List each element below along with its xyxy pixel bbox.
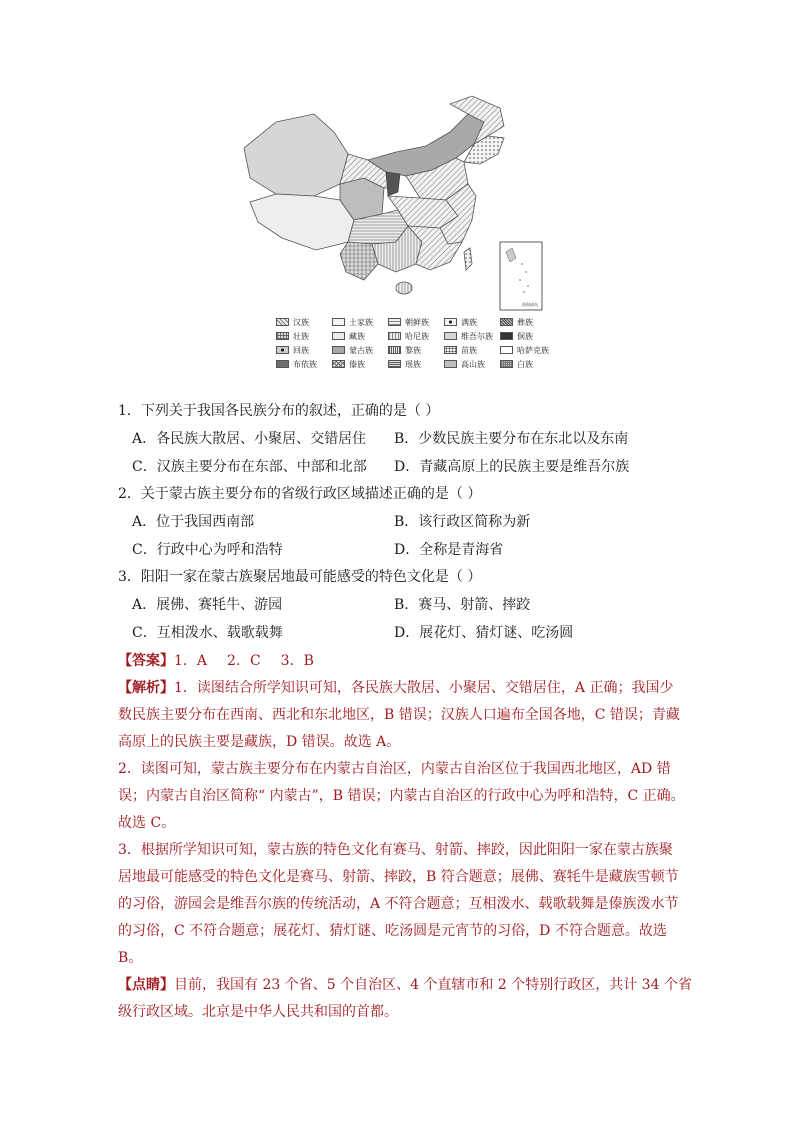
legend-label: 朝鲜族 — [405, 317, 429, 327]
ethnic-distribution-map — [236, 92, 554, 374]
legend-item — [276, 316, 332, 328]
legend-label: 布依族 — [293, 359, 317, 369]
question-1-stem: 1．下列关于我国各民族分布的叙述，正确的是（ ） — [118, 403, 440, 419]
answer-line — [118, 647, 686, 675]
analysis-line-2: 数民族主要分布在西南、西北和东北地区，B 错误；汉族人口遍布全国各地，C 错误；青藏 — [118, 707, 680, 723]
legend-item — [444, 316, 500, 328]
analysis-line-3: 高原上的民族主要是藏族，D 错误。故选 A。 — [118, 734, 401, 750]
legend-label: 高山族 — [461, 359, 485, 369]
region-xinjiang — [244, 114, 348, 196]
question-2-option-b: B．该行政区简称为新 — [394, 514, 531, 530]
question-1-option-a: A．各民族大散居、小聚居、交错居住 — [132, 431, 367, 447]
question-2-option-d: D．全称是青海省 — [394, 542, 504, 558]
legend-swatch — [500, 332, 513, 340]
analysis-line-5: 误；内蒙古自治区简称“ 内蒙古”，B 错误；内蒙古自治区的行政中心为呼和浩特，C 正确。 — [118, 788, 685, 804]
analysis-label: 【解析】 — [118, 680, 174, 696]
legend-item — [500, 316, 556, 328]
legend-swatch — [276, 360, 289, 368]
legend-item — [500, 358, 556, 370]
inset-label: 南海诸岛 — [522, 302, 538, 307]
legend-label: 满族 — [461, 317, 477, 327]
legend-item — [500, 344, 556, 356]
legend-swatch — [388, 332, 401, 340]
legend-item — [276, 344, 332, 356]
legend-item — [444, 330, 500, 342]
analysis-line-4: 2．读图可知，蒙古族主要分布在内蒙古自治区，内蒙古自治区位于我国西北地区，AD 错 — [118, 761, 671, 777]
legend-swatch — [276, 318, 289, 326]
question-3-option-c: C．互相泼水、载歌载舞 — [132, 625, 283, 641]
legend-swatch — [444, 360, 457, 368]
analysis-line-11: B。 — [118, 950, 143, 966]
legend-swatch — [276, 332, 289, 340]
legend-label: 彝族 — [517, 317, 533, 327]
question-content — [118, 398, 692, 1026]
question-2-options-row-1 — [118, 508, 686, 536]
legend-label: 壮族 — [293, 331, 309, 341]
legend-swatch — [500, 360, 513, 368]
legend-label: 回族 — [293, 345, 309, 355]
question-2-options-row-2 — [118, 536, 686, 564]
question-1-option-d: D．青藏高原上的民族主要是维吾尔族 — [394, 459, 630, 475]
legend-label: 汉族 — [293, 317, 309, 327]
region-yunnan — [340, 242, 378, 280]
question-1-option-b: B．少数民族主要分布在东北以及东南 — [394, 431, 629, 447]
analysis-line-7: 3．根据所学知识可知，蒙古族的特色文化有赛马、射箭、摔跤，因此阳阳一家在蒙古族聚 — [118, 842, 673, 858]
question-3-stem: 3．阳阳一家在蒙古族聚居地最可能感受的特色文化是（ ） — [118, 569, 482, 585]
legend-item — [388, 344, 444, 356]
legend-swatch — [500, 346, 513, 354]
question-3-options-row-1 — [118, 591, 686, 619]
region-tibet — [250, 194, 354, 250]
legend-label: 土家族 — [349, 317, 373, 327]
region-hainan — [396, 282, 412, 294]
legend-swatch — [388, 346, 401, 354]
question-2-option-c: C．行政中心为呼和浩特 — [132, 542, 283, 558]
legend-label: 蒙古族 — [349, 345, 373, 355]
legend-swatch — [332, 360, 345, 368]
legend-item — [444, 344, 500, 356]
analysis-line-1: 1．读图结合所学知识可知，各民族大散居、小聚居、交错居住，A 正确；我国少 — [174, 680, 674, 696]
legend-label: 维吾尔族 — [461, 331, 493, 341]
legend-swatch — [332, 346, 345, 354]
legend-item — [444, 358, 500, 370]
region-taiwan — [464, 248, 472, 270]
question-1-option-c: C．汉族主要分布在东部、中部和北部 — [132, 459, 367, 475]
legend-swatch — [276, 346, 289, 354]
legend-item — [276, 358, 332, 370]
legend-swatch — [388, 318, 401, 326]
analysis-line-9: 的习俗，游园会是维吾尔族的传统活动，A 不符合题意；互相泼水、载歌载舞是傣族泼水节 — [118, 896, 679, 912]
analysis-block — [118, 675, 686, 972]
question-3-option-b: B．赛马、射箭、摔跤 — [394, 597, 531, 613]
legend-swatch — [388, 360, 401, 368]
analysis-line-8: 居地最可能感受的特色文化是赛马、射箭、摔跤，B 符合题意；展佛、赛牦牛是藏族雪顿节 — [118, 869, 679, 885]
question-3-option-a: A．展佛、赛牦牛、游园 — [132, 597, 283, 613]
analysis-line-10: 的习俗，C 不符合题意；展花灯、猜灯谜、吃汤圆是元宵节的习俗，D 不符合题意。故选 — [118, 923, 667, 939]
tip-label: 【点睛】 — [118, 977, 174, 993]
answer-label: 【答案】 — [118, 653, 174, 669]
tip-line-2: 级行政区域。北京是中华人民共和国的首都。 — [118, 1004, 398, 1020]
legend-label: 哈尼族 — [405, 331, 429, 341]
legend-swatch — [444, 332, 457, 340]
answer-2: 2．C — [227, 653, 261, 669]
question-2-stem: 2．关于蒙古族主要分布的省级行政区域描述正确的是（ ） — [118, 486, 482, 502]
legend-label: 瑶族 — [405, 359, 421, 369]
legend-label: 傣族 — [349, 359, 365, 369]
region-ningxia — [386, 172, 400, 196]
legend-item — [276, 330, 332, 342]
tip-line-1: 目前，我国有 23 个省、5 个自治区、4 个直辖市和 2 个特别行政区，共计 34 个省 — [174, 977, 692, 993]
legend-item — [332, 316, 388, 328]
legend-item — [332, 330, 388, 342]
legend-label: 哈萨克族 — [517, 345, 549, 355]
answer-3: 3．B — [280, 653, 314, 669]
legend-label: 苗族 — [461, 345, 477, 355]
answer-1: 1．A — [174, 653, 208, 669]
legend-label: 侗族 — [517, 331, 533, 341]
legend-swatch — [444, 346, 457, 354]
legend-item — [388, 358, 444, 370]
legend-label: 白族 — [517, 359, 533, 369]
legend-swatch — [500, 318, 513, 326]
legend-label: 藏族 — [349, 331, 365, 341]
question-3-options-row-2 — [118, 619, 686, 647]
legend-item — [332, 344, 388, 356]
region-inner-mongolia — [368, 114, 484, 176]
legend-item — [500, 330, 556, 342]
china-map-graphic — [236, 92, 554, 322]
tip-block — [118, 972, 692, 1026]
legend-item — [388, 316, 444, 328]
analysis-line-6: 故选 C。 — [118, 815, 176, 831]
legend-label: 黎族 — [405, 345, 421, 355]
legend-swatch — [332, 318, 345, 326]
question-3-option-d: D．展花灯、猜灯谜、吃汤圆 — [394, 625, 574, 641]
question-2-option-a: A．位于我国西南部 — [132, 514, 255, 530]
legend-item — [388, 330, 444, 342]
question-1-options-row-1 — [118, 425, 686, 453]
map-legend — [276, 316, 556, 370]
legend-item — [332, 358, 388, 370]
legend-swatch — [444, 318, 457, 326]
question-1-options-row-2 — [118, 453, 686, 481]
legend-swatch — [332, 332, 345, 340]
